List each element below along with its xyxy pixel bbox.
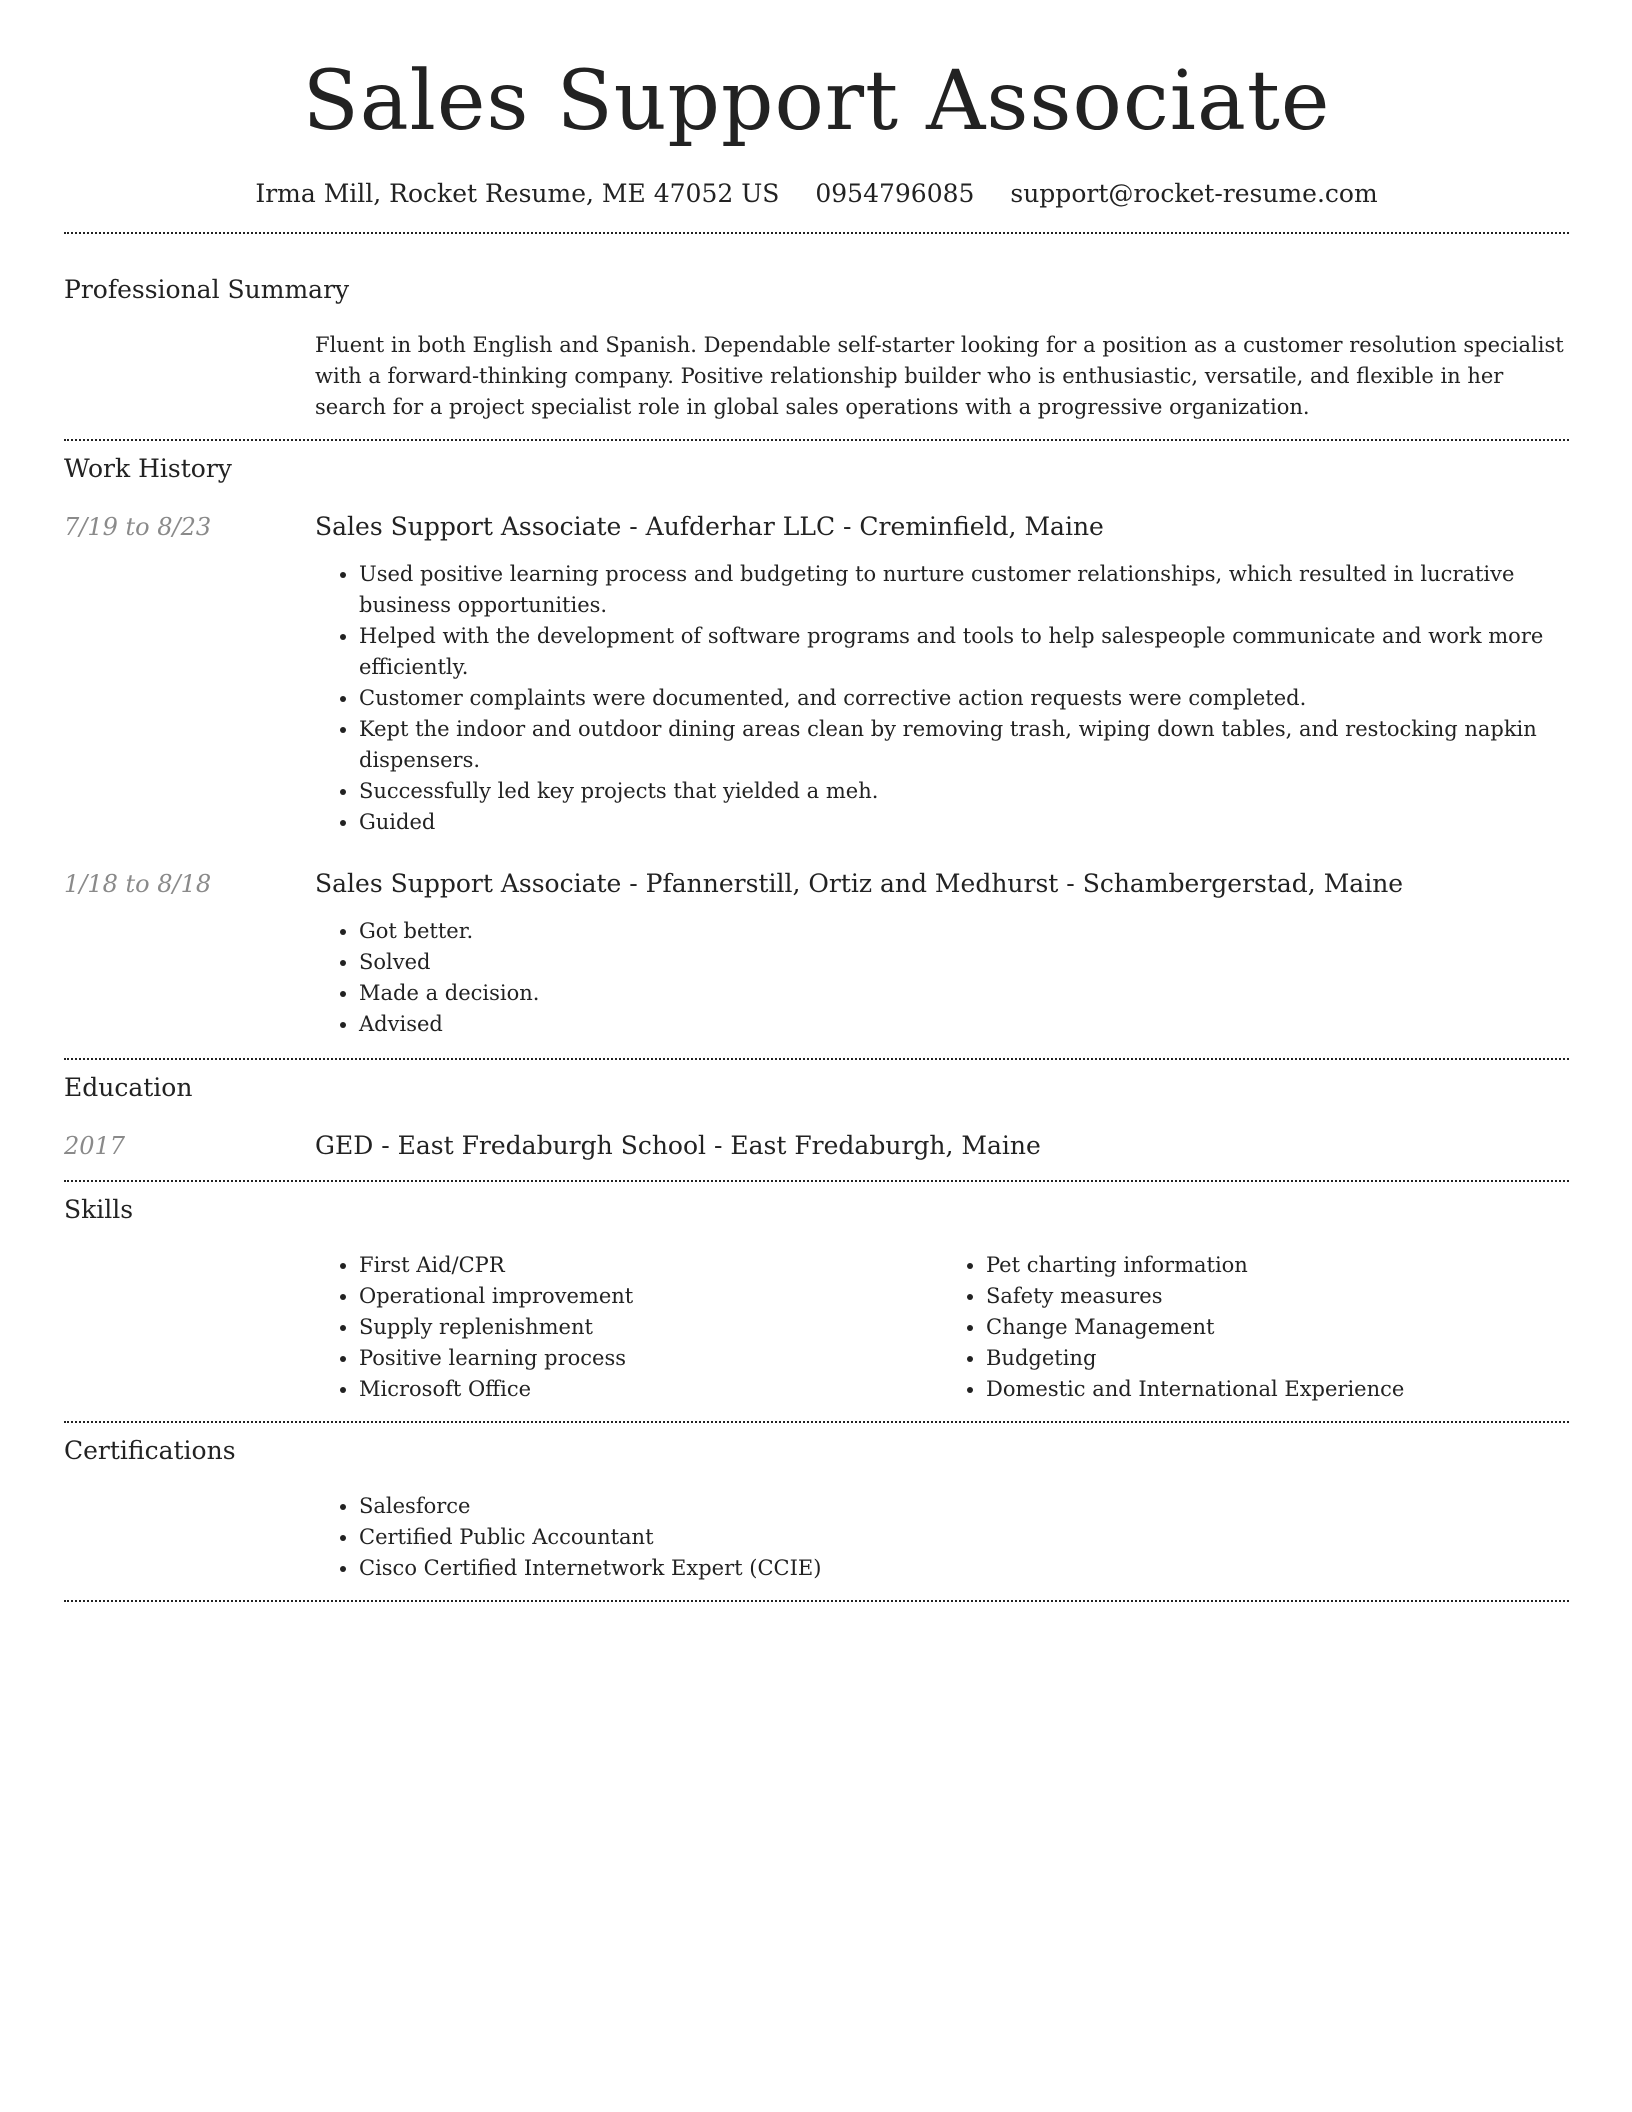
education-entry <box>64 1130 1569 1162</box>
list-item: • Made a decision. <box>359 978 1569 1009</box>
list-item: • Solved <box>359 947 1569 978</box>
skill-item: • Change Management <box>986 1312 1569 1343</box>
certification-item: • Cisco Certified Internetwork Expert (CCIE) <box>359 1553 1569 1584</box>
skill-item: • Operational improvement <box>359 1281 942 1312</box>
work-section <box>64 453 1569 1040</box>
education-title: GED - East Fredaburgh School - East Fredaburgh, Maine <box>315 1131 1041 1160</box>
job-entry <box>64 868 1569 1040</box>
section-title-education: Education <box>64 1073 193 1102</box>
summary-text: Fluent in both English and Spanish. Dependable self-starter looking for a position as a customer resolution specialist with a forward-thinking company. Positive relationship builder who is enthusiastic, versatile, and flexible in her search for a project specialist role in global sales operations with a progressive organization. <box>315 333 1564 419</box>
skills-section <box>64 1194 1569 1405</box>
list-item: • Used positive learning process and budgeting to nurture customer relationships, which resulted in lucrative business opportunities. <box>359 559 1569 621</box>
skill-item: • Pet charting information <box>986 1250 1569 1281</box>
job-bullets <box>315 559 1569 838</box>
list-item: • Advised <box>359 1009 1569 1040</box>
list-item: • Kept the indoor and outdoor dining areas clean by removing trash, wiping down tables, and restocking napkin dispensers. <box>359 714 1569 776</box>
skill-item: • Positive learning process <box>359 1343 942 1374</box>
certification-item: • Salesforce <box>359 1491 1569 1522</box>
job-title: Sales Support Associate - Aufderhar LLC - Creminfield, Maine <box>315 512 1104 541</box>
resume-page <box>64 0 1569 1602</box>
divider <box>64 439 1569 441</box>
job-entry <box>64 511 1569 838</box>
divider <box>64 232 1569 234</box>
resume-title: Sales Support Associate <box>302 54 1331 149</box>
list-item: • Helped with the development of software programs and tools to help salespeople communicate and work more efficiently. <box>359 621 1569 683</box>
job-date: 1/18 to 8/18 <box>64 870 212 898</box>
section-title-summary: Professional Summary <box>64 275 350 304</box>
job-date: 7/19 to 8/23 <box>64 513 212 541</box>
skill-item: • Safety measures <box>986 1281 1569 1312</box>
list-item: • Guided <box>359 807 1569 838</box>
section-title-skills: Skills <box>64 1195 134 1224</box>
certification-item: • Certified Public Accountant <box>359 1522 1569 1553</box>
divider <box>64 1600 1569 1602</box>
contact-line <box>64 178 1569 210</box>
skills-list-right <box>942 1250 1569 1405</box>
skills-list-left <box>315 1250 942 1405</box>
list-item: • Got better. <box>359 916 1569 947</box>
education-section <box>64 1072 1569 1162</box>
skill-item: • First Aid/CPR <box>359 1250 942 1281</box>
certifications-list <box>315 1491 1569 1584</box>
contact-phone: 0954796085 <box>815 179 975 208</box>
contact-address: Irma Mill, Rocket Resume, ME 47052 US <box>255 179 780 208</box>
contact-email: support@rocket-resume.com <box>1010 179 1378 208</box>
divider <box>64 1058 1569 1060</box>
divider <box>64 1421 1569 1423</box>
section-title-work: Work History <box>64 454 232 483</box>
skill-item: • Domestic and International Experience <box>986 1374 1569 1405</box>
summary-section <box>64 274 1569 423</box>
job-bullets <box>315 916 1569 1040</box>
job-title: Sales Support Associate - Pfannerstill, Ortiz and Medhurst - Schambergerstad, Maine <box>315 869 1404 898</box>
list-item: • Customer complaints were documented, and corrective action requests were completed. <box>359 683 1569 714</box>
skill-item: • Microsoft Office <box>359 1374 942 1405</box>
divider <box>64 1180 1569 1182</box>
education-date: 2017 <box>64 1132 126 1160</box>
list-item: • Successfully led key projects that yielded a meh. <box>359 776 1569 807</box>
skill-item: • Supply replenishment <box>359 1312 942 1343</box>
skill-item: • Budgeting <box>986 1343 1569 1374</box>
certifications-section <box>64 1435 1569 1584</box>
section-title-certifications: Certifications <box>64 1436 236 1465</box>
